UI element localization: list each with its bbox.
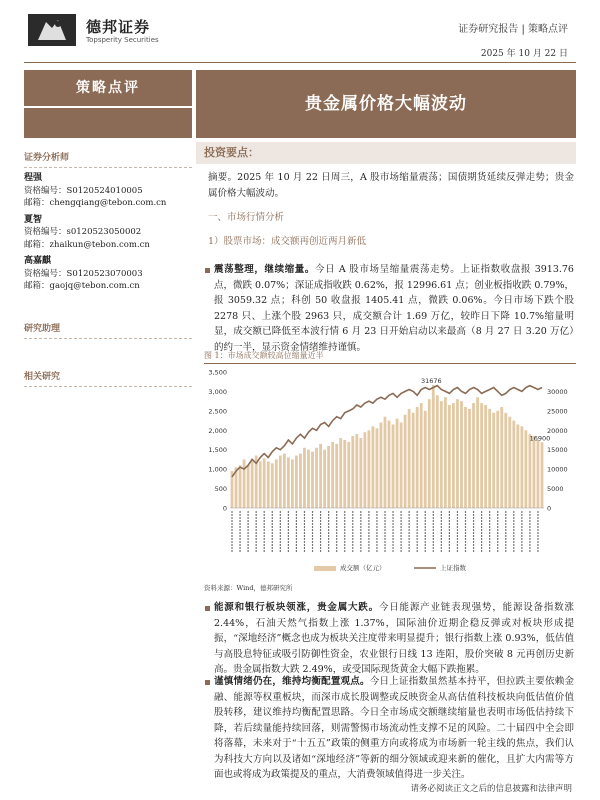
- turnover-bar: [239, 465, 242, 508]
- paragraph-3: [214, 674, 574, 783]
- turnover-bar: [259, 461, 262, 508]
- turnover-bar: [476, 397, 479, 508]
- turnover-bar: [541, 442, 544, 508]
- turnover-chart: [204, 364, 576, 580]
- y-axis-left-tick: 3,000: [208, 387, 227, 396]
- analyst-block-1: [24, 172, 192, 210]
- chart-source: 资料来源：Wind，德邦研究所: [204, 584, 293, 592]
- turnover-bar: [376, 428, 379, 508]
- turnover-bar: [271, 463, 274, 508]
- legend-bar-swatch: [314, 566, 336, 571]
- y-axis-right-tick: 10000: [547, 465, 568, 474]
- paragraph-1-lead: 震荡整理，继续缩量。: [214, 264, 315, 275]
- paragraph-1: [214, 262, 574, 355]
- turnover-bar: [384, 417, 387, 508]
- turnover-bar: [428, 399, 431, 508]
- y-axis-left-tick: 2,000: [208, 426, 227, 435]
- turnover-bar: [524, 430, 527, 508]
- y-axis-left-tick: 2,500: [208, 407, 227, 416]
- left-panel: [24, 70, 192, 387]
- turnover-bar: [243, 459, 246, 508]
- turnover-bar: [464, 407, 467, 508]
- header-divider: [24, 62, 576, 63]
- analyst-email[interactable]: 邮箱：zhaikun@tebon.com.cn: [24, 239, 150, 250]
- analyst-license: 资格编号：S0120524010005: [24, 185, 143, 196]
- turnover-bar: [512, 421, 515, 508]
- y-axis-left-tick: 3,500: [208, 368, 227, 377]
- peak-label: 31676: [420, 376, 442, 385]
- paragraph-3-lead: 谨慎情绪仍在，维持均衡配置观点。: [214, 676, 370, 687]
- turnover-bar: [339, 438, 342, 508]
- turnover-bar: [392, 424, 395, 508]
- turnover-bar: [529, 434, 532, 508]
- turnover-bar: [351, 436, 354, 508]
- y-axis-left-tick: 0: [222, 504, 227, 513]
- report-type-banner: 策略点评: [24, 70, 192, 106]
- y-axis-left-tick: 1,500: [208, 446, 227, 455]
- legend-bar-label: 成交额（亿元）: [340, 564, 386, 572]
- turnover-bar: [412, 413, 415, 508]
- analyst-block-2: [24, 214, 192, 252]
- report-type-banner-extension: [24, 108, 192, 138]
- report-date: 2025 年 10 月 22 日: [480, 49, 568, 59]
- y-axis-left-tick: 500: [214, 485, 227, 494]
- turnover-bar: [444, 397, 447, 508]
- analyst-email[interactable]: 邮箱：chengqiang@tebon.com.cn: [24, 198, 167, 208]
- analyst-name: 程强: [24, 173, 43, 183]
- turnover-bar: [343, 440, 346, 508]
- turnover-bar: [311, 452, 314, 508]
- chart-title: 图 1：市场成交额较高位缩量近半: [204, 350, 576, 364]
- analyst-license: 资格编号：S0120523070003: [24, 268, 143, 279]
- turnover-bar: [372, 426, 375, 508]
- turnover-bar: [380, 423, 383, 508]
- bullet-marker: [205, 680, 210, 685]
- turnover-bar: [355, 434, 358, 508]
- turnover-bar: [460, 401, 463, 508]
- turnover-bar: [400, 423, 403, 508]
- turnover-bar: [472, 403, 475, 508]
- turnover-bar: [533, 436, 536, 508]
- turnover-bar: [315, 448, 318, 508]
- logo-english-name: Topsperity Securities: [86, 36, 159, 44]
- bullet-marker: [205, 268, 210, 273]
- assistant-section-title: 研究助理: [24, 321, 192, 339]
- turnover-bar: [247, 465, 250, 508]
- last-label: 16900: [529, 434, 551, 443]
- turnover-bar: [492, 413, 495, 508]
- analyst-name: 夏智: [24, 214, 43, 225]
- company-logo: [28, 14, 76, 46]
- turnover-bar: [307, 450, 310, 508]
- turnover-bar: [263, 458, 266, 508]
- turnover-bar: [408, 409, 411, 508]
- turnover-bar: [267, 461, 270, 508]
- turnover-bar: [452, 403, 455, 508]
- turnover-bar: [295, 456, 298, 508]
- paragraph-2: [214, 600, 574, 678]
- report-category: 证券研究报告 | 策略点评: [458, 24, 568, 35]
- turnover-bar: [456, 399, 459, 508]
- y-axis-left-tick: 1,000: [208, 465, 227, 474]
- turnover-bar: [279, 456, 282, 508]
- analyst-license: 资格编号：s0120523050002: [24, 227, 142, 237]
- turnover-bar: [335, 444, 338, 508]
- turnover-bar: [331, 442, 334, 508]
- turnover-bar: [496, 411, 499, 508]
- turnover-bar: [359, 438, 362, 508]
- turnover-bar: [396, 419, 399, 508]
- turnover-bar: [537, 440, 540, 508]
- turnover-bar: [420, 403, 423, 508]
- legend-line-label: 上证指数: [440, 564, 466, 572]
- turnover-bar: [516, 424, 519, 508]
- turnover-bar: [468, 409, 471, 508]
- bullet-marker: [205, 606, 210, 611]
- turnover-bar: [484, 405, 487, 508]
- turnover-bar: [323, 450, 326, 508]
- turnover-bar: [367, 430, 370, 508]
- y-axis-right-tick: 5000: [547, 485, 564, 494]
- turnover-bar: [347, 442, 350, 508]
- turnover-bar: [480, 403, 483, 508]
- section-heading: 一、市场行情分析: [208, 212, 285, 223]
- turnover-bar: [251, 461, 254, 508]
- key-points-heading: 投资要点：: [196, 142, 576, 164]
- y-axis-right-tick: 0: [547, 504, 552, 513]
- turnover-bar: [436, 395, 439, 508]
- turnover-bar: [283, 454, 286, 508]
- analyst-email[interactable]: 邮箱：gaojq@tebon.com.cn: [24, 281, 140, 291]
- turnover-bar: [504, 413, 507, 508]
- paragraph-3-body: 今日上证指数虽然基本持平，但拉跌主要依赖金融、能源等权重板块，而深市成长股调整或反映资金从高估值科技板块向低估值价值股转移，建议维持均衡配置思路。今日全市场成交额继续缩量也表明市场低估持续下降，若后续量能持续回落，则需警惕市场流动性支撑不足的风险。二十届四中全会即将落幕，未来对于“十五五”政策的侧重方向或将成为市场新一轮主线的焦点，我们认为科技大方向以及诸如“深地经济”等新的细分领域或迎来新的催化，且扩大内需等方面也或将成为政策提及的重点，大消费领域值得进一步关注。: [214, 676, 574, 780]
- analyst-section-title: 证券分析师: [24, 150, 192, 168]
- turnover-bar: [287, 457, 290, 508]
- y-axis-right-tick: 30000: [547, 387, 568, 396]
- turnover-bar: [424, 411, 427, 508]
- turnover-bar: [327, 446, 330, 508]
- turnover-bar: [508, 417, 511, 508]
- turnover-bar: [500, 407, 503, 508]
- y-axis-right-tick: 25000: [547, 407, 568, 416]
- subsection-heading: 1）股票市场：成交额再创近两月新低: [208, 236, 367, 247]
- paragraph-1-body: 今日 A 股市场呈缩量震荡走势。上证指数收盘报 3913.76 点，微跌 0.07%；深证成指收跌 0.62%，报 12996.61 点；创业板指收跌 0.79%，报 3059.32 点；科创 50 收盘报 1405.41 点，微跌 0.06%。今日市场下跌个股 2278 只、上涨个股 2963 只，成交额合计 1.69 万亿，较昨日下降 10.7%缩量明显，成交额已降低至本波行情 6 月 23 日开始启动以来最高（8 月 27 日 3.20 万亿）的约一半，显示资金情绪维持谨慎。: [214, 264, 574, 353]
- turnover-bar: [488, 409, 491, 508]
- turnover-bar: [416, 407, 419, 508]
- summary-paragraph: 摘要。2025 年 10 月 22 日周三，A 股市场缩量震荡；国债期货延续反弹走势；贵金属价格大幅波动。: [208, 172, 574, 199]
- analyst-block-3: [24, 255, 192, 293]
- report-title: 贵金属价格大幅波动: [196, 70, 576, 138]
- turnover-bar: [388, 421, 391, 508]
- turnover-bar: [291, 459, 294, 508]
- turnover-bar: [363, 432, 366, 508]
- turnover-bar: [275, 459, 278, 508]
- turnover-bar: [520, 426, 523, 508]
- paragraph-2-lead: 能源和银行板块领涨，贵金属大跌。: [214, 602, 379, 613]
- turnover-bar: [432, 385, 435, 508]
- analyst-name: 高嘉麒: [24, 256, 52, 266]
- disclaimer-footer: 请务必阅读正文之后的信息披露和法律声明: [410, 784, 572, 794]
- y-axis-right-tick: 15000: [547, 446, 568, 455]
- y-axis-right-tick: 20000: [547, 426, 568, 435]
- index-line: [232, 386, 542, 477]
- turnover-bar: [299, 454, 302, 508]
- logo-chinese-name: 德邦证券: [86, 18, 151, 36]
- related-research-title: 相关研究: [24, 369, 192, 387]
- turnover-bar: [319, 444, 322, 508]
- turnover-bar: [303, 448, 306, 508]
- turnover-bar: [404, 415, 407, 508]
- turnover-bar: [448, 405, 451, 508]
- paragraph-2-body: 今日能源产业链表现强势，能源设备指数涨 2.44%，石油天然气指数上涨 1.37%，国际油价近期企稳反弹或对板块形成提振，“深地经济”概念也成为板块关注度带来明显提升；银行指数上涨 0.93%，低估值与高股息特征或吸引防御性资金，农业银行日线 13 连阳，股价突破 8 元再创历史新高。贵金属指数大跌 2.49%，或受国际现货黄金大幅下跌拖累。: [214, 602, 574, 675]
- turnover-bar: [440, 401, 443, 508]
